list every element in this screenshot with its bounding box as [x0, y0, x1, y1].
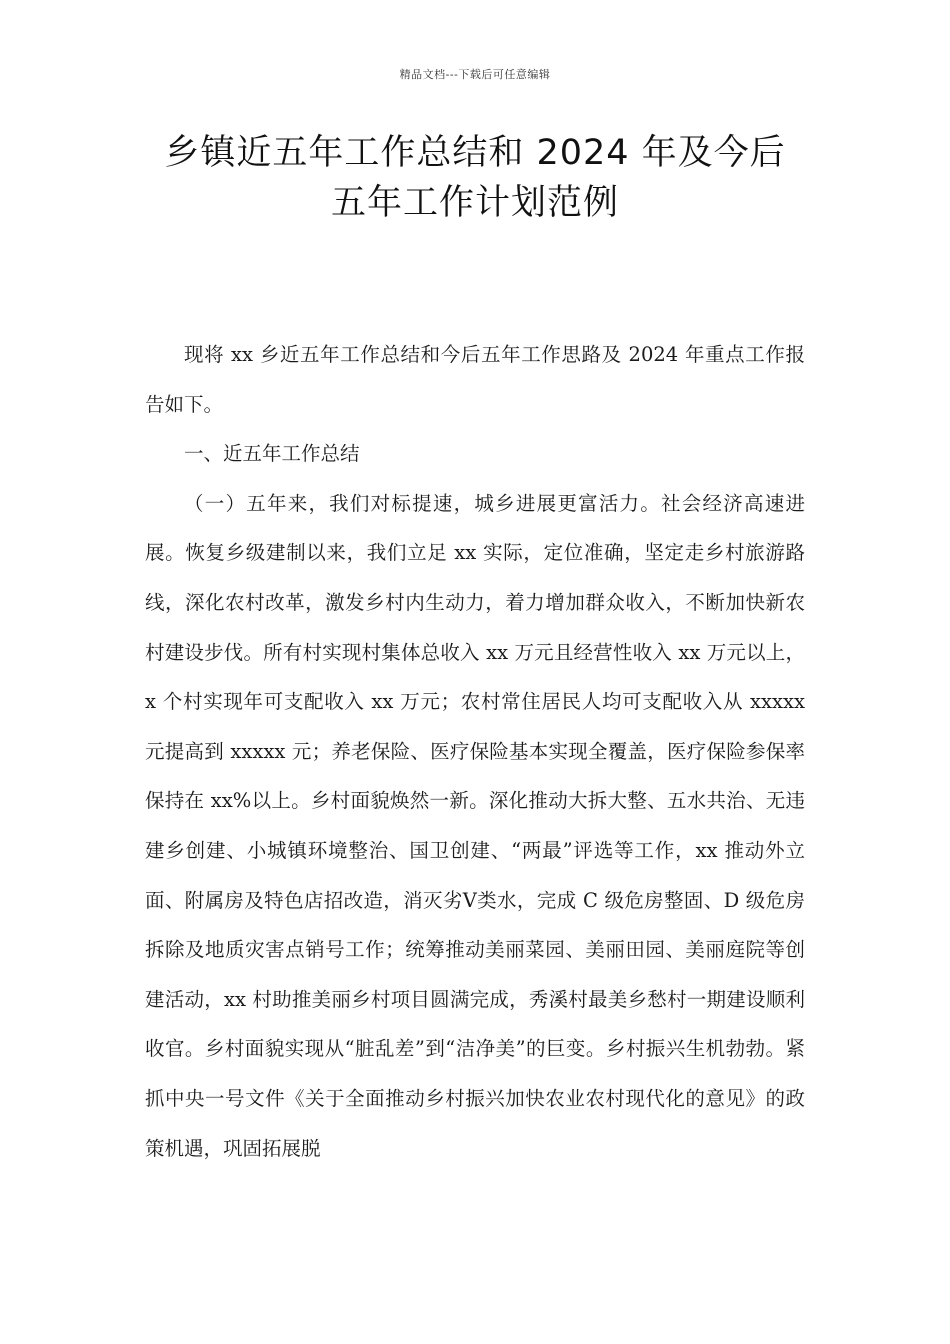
document-title — [0, 128, 950, 228]
title-line-1: 乡镇近五年工作总结和 2024 年及今后 — [164, 133, 786, 173]
body-paragraph: （一）五年来，我们对标提速，城乡进展更富活力。社会经济高速进展。恢复乡级建制以来，我们立足 xx 实际，定位准确，坚定走乡村旅游路线，深化农村改革，激发乡村内生动力，着力增加群众收入，不断加快新农村建设步伐。所有村实现村集体总收入 xx 万元且经营性收入 xx 万元以上，x 个村实现年可支配收入 xx 万元；农村常住居民人均可支配收入从 xxxxx 元提高到 xxxxx 元；养老保险、医疗保险基本实现全覆盖，医疗保险参保率保持在 xx%以上。乡村面貌焕然一新。深化推动大拆大整、五水共治、无违建乡创建、小城镇环境整治、国卫创建、“两最”评选等工作，xx 推动外立面、附属房及特色店招改造，消灭劣Ⅴ类水，完成 C 级危房整固、D 级危房拆除及地质灾害点销号工作；统筹推动美丽菜园、美丽田园、美丽庭院等创建活动，xx 村助推美丽乡村项目圆满完成，秀溪村最美乡愁村一期建设顺利收官。乡村面貌实现从“脏乱差”到“洁净美”的巨变。乡村振兴生机勃勃。紧抓中央一号文件《关于全面推动乡村振兴加快农业农村现代化的意见》的政策机遇，巩固拓展脱 — [145, 491, 805, 1160]
section-heading: 一、近五年工作总结 — [184, 442, 360, 466]
document-body — [145, 330, 805, 1173]
title-line-2: 五年工作计划范例 — [330, 183, 619, 223]
intro-paragraph: 现将 xx 乡近五年工作总结和今后五年工作思路及 2024 年重点工作报告如下。 — [145, 343, 805, 416]
header-note: 精品文档---下载后可任意编辑 — [399, 68, 551, 81]
